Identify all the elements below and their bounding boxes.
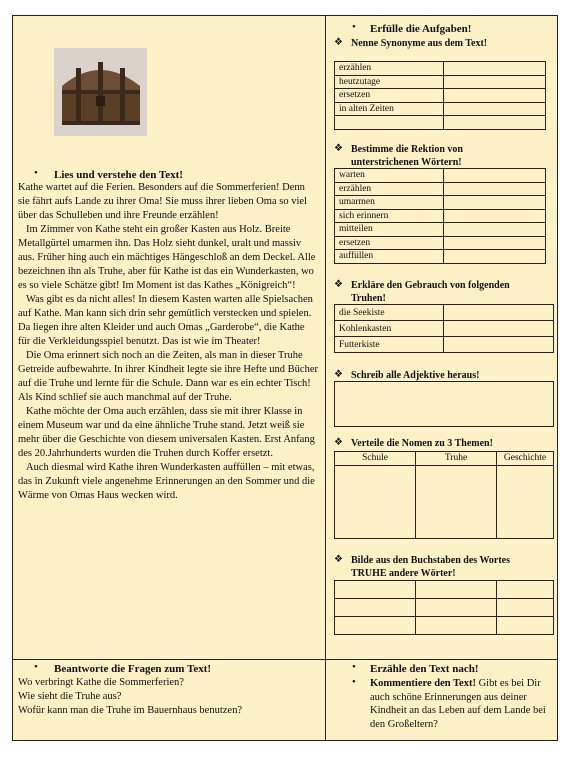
task6-title-line1: Bilde aus den Buchstaben des Wortes bbox=[351, 555, 511, 566]
table-cell: auffüllen bbox=[335, 250, 444, 264]
table-row bbox=[335, 209, 546, 223]
table-cell: Kohlenkasten bbox=[335, 321, 444, 337]
answer-cell[interactable] bbox=[444, 116, 546, 130]
table-cell: heutzutage bbox=[335, 75, 444, 89]
table-cell: ersetzen bbox=[335, 89, 444, 103]
table-row bbox=[335, 182, 546, 196]
bullet-icon: • bbox=[34, 167, 38, 179]
table-row bbox=[335, 321, 554, 337]
table-cell: warten bbox=[335, 169, 444, 183]
question-1: Wo verbringt Kathe die Sommerferien? bbox=[18, 677, 184, 688]
table-row bbox=[335, 236, 546, 250]
bullet-icon: • bbox=[352, 676, 356, 688]
table-cell: mitteilen bbox=[335, 223, 444, 237]
answer-cell[interactable] bbox=[444, 196, 546, 210]
table-cell: erzählen bbox=[335, 182, 444, 196]
answer-cell[interactable] bbox=[416, 599, 497, 617]
task1-title: Nenne Synonyme aus dem Text! bbox=[351, 38, 488, 49]
table-row bbox=[335, 617, 554, 635]
task5-title: Verteile die Nomen zu 3 Themen! bbox=[351, 438, 493, 449]
answer-cell[interactable] bbox=[444, 337, 554, 353]
table-row bbox=[335, 102, 546, 116]
answer-cell[interactable] bbox=[335, 617, 416, 635]
table-cell: die Seekiste bbox=[335, 305, 444, 321]
answer-cell[interactable] bbox=[497, 599, 554, 617]
story-paragraph: Auch diesmal wird Kathe ihren Wunderkasten auffüllen – mit etwas, das in Zukunft viele angenehme Erinnerungen an den Sommer und die Wärme von Omas Haus wecken wird. bbox=[18, 462, 315, 501]
table-row bbox=[335, 223, 546, 237]
table-cell: in alten Zeiten bbox=[335, 102, 444, 116]
row-divider bbox=[12, 659, 558, 660]
diamond-icon: ❖ bbox=[334, 554, 343, 565]
table-row bbox=[335, 305, 554, 321]
table-row bbox=[335, 169, 546, 183]
answer-cell[interactable] bbox=[444, 169, 546, 183]
adjectives-answer-box[interactable] bbox=[334, 381, 554, 427]
table-row bbox=[335, 62, 546, 76]
story-paragraph: Kathe wartet auf die Ferien. Besonders auf die Sommerferien! Denn sie fährt aufs Lande zu ihrer Oma! Sie muss ihrer lieben Oma so viel über das Schulleben und ihre Freunde erzählen! bbox=[18, 182, 307, 221]
task2-title-line1: Bestimme die Rektion von bbox=[351, 144, 463, 155]
table-row bbox=[335, 250, 546, 264]
story-paragraph: Kathe möchte der Oma auch erzählen, dass sie mit ihrer Klasse in einem Museum war und da eine ähnliche Truhe stand. Jetzt weiß sie mehr über die Geschichte von diesem universalen Kasten. Erst Anfang des 20.Jahrhunderts wurden die Truhen durch Koffer ersetzt. bbox=[18, 406, 315, 459]
questions-heading: Beantworte die Fragen zum Text! bbox=[54, 663, 212, 675]
noun-themes-table bbox=[334, 451, 554, 539]
synonym-table bbox=[334, 61, 546, 130]
story-paragraph: Was gibt es da nicht alles! In diesem Kasten warten alle Spielsachen auf Kathe. Man kann sich drin sehr gemütlich verstecken und spielen. Da liegen ihre alten Kleider und auch Omas „Garderobe“, die Kathe für die Verkleidungsspiel benutzt. Das ist wie im Theater! bbox=[18, 294, 313, 347]
answer-cell[interactable] bbox=[416, 617, 497, 635]
answer-cell[interactable] bbox=[416, 581, 497, 599]
table-row bbox=[335, 75, 546, 89]
table-row bbox=[335, 452, 554, 466]
answer-cell[interactable] bbox=[335, 599, 416, 617]
bullet-icon: • bbox=[352, 21, 356, 33]
truhe-words-table bbox=[334, 580, 554, 635]
tasks-heading: Erfülle die Aufgaben! bbox=[370, 23, 472, 35]
answer-cell[interactable] bbox=[444, 62, 546, 76]
table-row bbox=[335, 196, 546, 210]
column-header-truhe: Truhe bbox=[416, 452, 497, 466]
answer-cell[interactable] bbox=[444, 102, 546, 116]
table-row bbox=[335, 116, 546, 130]
table-cell: erzählen bbox=[335, 62, 444, 76]
table-row bbox=[335, 337, 554, 353]
rektion-table bbox=[334, 168, 546, 264]
answer-cell[interactable] bbox=[335, 465, 416, 538]
story-paragraph: Im Zimmer von Kathe steht ein großer Kasten aus Holz. Breite Metallgürtel umarmen ihn. Das Holz sieht dunkel, uralt und massiv aus. Früher hing auch ein mächtiges Hängeschloß an dem Deckel. Alle bezeichnen ihn als Truhe, aber für Kathe ist das ein Wunderkasten, wo es so viele Schätze gibt! Im Moment ist das Kathes „Königreich“! bbox=[18, 224, 316, 291]
treasure-chest-image bbox=[54, 48, 147, 136]
diamond-icon: ❖ bbox=[334, 279, 343, 290]
answer-cell[interactable] bbox=[444, 75, 546, 89]
question-3: Wofür kann man die Truhe im Bauernhaus benutzen? bbox=[18, 705, 242, 716]
answer-cell[interactable] bbox=[335, 581, 416, 599]
truhen-table bbox=[334, 304, 554, 353]
column-header-geschichte: Geschichte bbox=[497, 452, 554, 466]
diamond-icon: ❖ bbox=[334, 143, 343, 154]
answer-cell[interactable] bbox=[444, 223, 546, 237]
task4-title: Schreib alle Adjektive heraus! bbox=[351, 370, 480, 381]
table-row bbox=[335, 581, 554, 599]
bullet-icon: • bbox=[34, 661, 38, 673]
question-2: Wie sieht die Truhe aus? bbox=[18, 691, 122, 702]
task3-title-line1: Erkläre den Gebrauch von folgenden bbox=[351, 280, 510, 291]
task2-title-line2: unterstrichenen Wörtern! bbox=[351, 157, 462, 168]
table-cell: sich erinnern bbox=[335, 209, 444, 223]
answer-cell[interactable] bbox=[444, 305, 554, 321]
table-row bbox=[335, 89, 546, 103]
answer-cell[interactable] bbox=[497, 465, 554, 538]
answer-cell[interactable] bbox=[416, 465, 497, 538]
diamond-icon: ❖ bbox=[334, 369, 343, 380]
table-row bbox=[335, 599, 554, 617]
column-divider bbox=[325, 15, 326, 741]
retell-task: Erzähle den Text nach! bbox=[370, 663, 479, 675]
diamond-icon: ❖ bbox=[334, 437, 343, 448]
task6-title-line2: TRUHE andere Wörter! bbox=[351, 568, 456, 579]
diamond-icon: ❖ bbox=[334, 37, 343, 48]
table-row bbox=[335, 465, 554, 538]
table-cell bbox=[335, 116, 444, 130]
comment-task-text: Gibt es bei Dir auch schöne Erinnerungen aus deiner Kindheit an das Leben auf dem Lande bei den Großeltern? bbox=[370, 678, 546, 730]
bullet-icon: • bbox=[352, 661, 356, 673]
answer-cell[interactable] bbox=[497, 581, 554, 599]
story-paragraph: Die Oma erinnert sich noch an die Zeiten, als man in dieser Truhe Getreide aufbewahrte. In ihrer Kindheit legte sie ihre Hefte und Bücher auf die Truhe und lernte für die Schule. Dann war es ein echter Tisch! Als Kind schlief sie auch manchmal auf der Truhe. bbox=[18, 350, 318, 403]
answer-cell[interactable] bbox=[444, 89, 546, 103]
reading-heading: Lies und verstehe den Text! bbox=[54, 169, 183, 181]
answer-cell[interactable] bbox=[444, 182, 546, 196]
task3-title-line2: Truhen! bbox=[351, 293, 386, 304]
answer-cell[interactable] bbox=[444, 321, 554, 337]
comment-task-bold: Kommentiere den Text! bbox=[370, 678, 476, 689]
answer-cell[interactable] bbox=[444, 209, 546, 223]
story-text bbox=[18, 181, 318, 503]
answer-cell[interactable] bbox=[444, 250, 546, 264]
column-header-schule: Schule bbox=[335, 452, 416, 466]
table-cell: ersetzen bbox=[335, 236, 444, 250]
answer-cell[interactable] bbox=[444, 236, 546, 250]
table-cell: umarmen bbox=[335, 196, 444, 210]
comment-task bbox=[370, 677, 554, 731]
answer-cell[interactable] bbox=[497, 617, 554, 635]
table-cell: Futterkiste bbox=[335, 337, 444, 353]
